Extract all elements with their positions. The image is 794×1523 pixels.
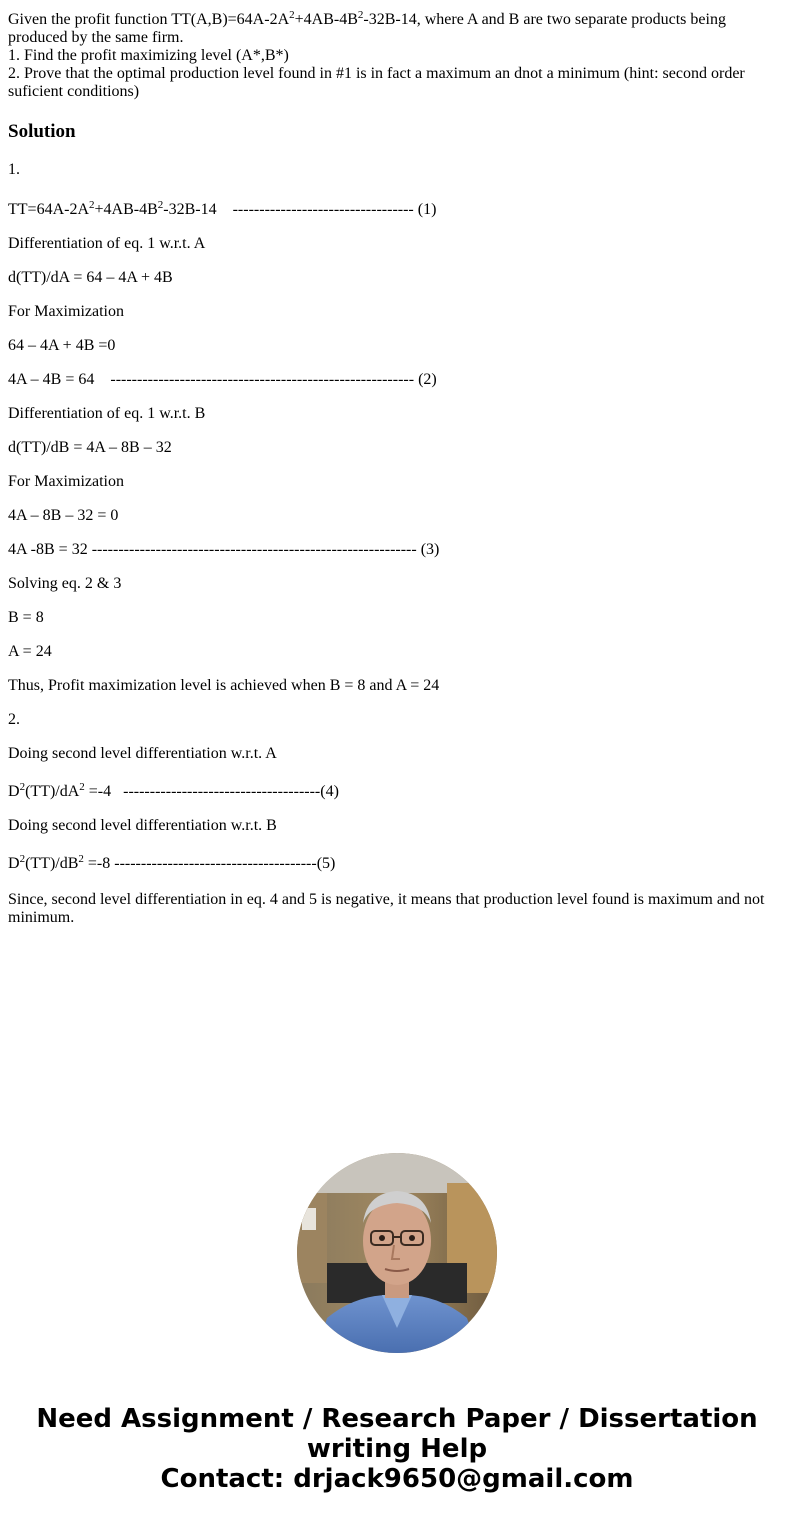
- equation-5: $D^2(TT)/dB^2 =-8$ --------------------------------------(5): [8, 853, 336, 872]
- derivative-b: d(TT)/dB = 4A – 8B – 32: [8, 439, 172, 456]
- diff-wrt-a: Differentiation of eq. 1 w.r.t. A: [8, 235, 206, 252]
- question-item-2: 2. Prove that the optimal production level found in #1 is in fact a maximum an dnot a minimum (hint: second order suficient conditions): [8, 65, 745, 100]
- derivative-a: d(TT)/dA = 64 – 4A + 4B: [8, 269, 173, 286]
- set-derivative-a-zero: 64 – 4A + 4B =0: [8, 337, 116, 354]
- author-portrait-image: [297, 1153, 497, 1353]
- question-intro: Given the profit function $TT(A,B)=64A-2A^2+4AB-4B^2-32B-14$, where A and B are two separate products being produced by the same firm.: [8, 9, 726, 46]
- equation-2: 4A – 4B = 64 --------------------------------------------------------- (2): [8, 371, 437, 388]
- promo-contact-line: Contact: drjack9650@gmail.com: [160, 1464, 634, 1494]
- b-value: B = 8: [8, 609, 44, 626]
- for-maximization-2: For Maximization: [8, 473, 124, 490]
- promo-line-2: writing Help: [306, 1434, 488, 1464]
- solution-heading: Solution: [8, 121, 76, 142]
- part-2-label: 2.: [8, 711, 20, 728]
- part-1-label: 1.: [8, 161, 20, 178]
- for-maximization-1: For Maximization: [8, 303, 124, 320]
- equation-1: $TT=64A-2A^2+4AB-4B^2-32B-14$ ---------------------------------- (1): [8, 199, 437, 218]
- solving-line: Solving eq. 2 & 3: [8, 575, 122, 592]
- promo-banner: [0, 1404, 794, 1494]
- conclusion-part-2: Since, second level differentiation in eq. 4 and 5 is negative, it means that production level found is maximum and not minimum.: [8, 891, 765, 926]
- second-diff-b: Doing second level differentiation w.r.t. B: [8, 817, 277, 834]
- solution-body: [8, 161, 786, 927]
- second-diff-a: Doing second level differentiation w.r.t. A: [8, 745, 277, 762]
- equation-4: $D^2(TT)/dA^2 =-4$ -------------------------------------(4): [8, 781, 339, 800]
- diff-wrt-b: Differentiation of eq. 1 w.r.t. B: [8, 405, 206, 422]
- promo-line-1: Need Assignment / Research Paper / Dissertation: [36, 1404, 758, 1434]
- set-derivative-b-zero: 4A – 8B – 32 = 0: [8, 507, 119, 524]
- question-item-1: 1. Find the profit maximizing level (A*,B*): [8, 47, 289, 64]
- question-block: [8, 11, 786, 101]
- equation-3: 4A -8B = 32 ------------------------------------------------------------- (3): [8, 541, 440, 558]
- conclusion-part-1: Thus, Profit maximization level is achieved when B = 8 and A = 24: [8, 677, 440, 694]
- a-value: A = 24: [8, 643, 52, 660]
- author-avatar: [297, 1153, 497, 1353]
